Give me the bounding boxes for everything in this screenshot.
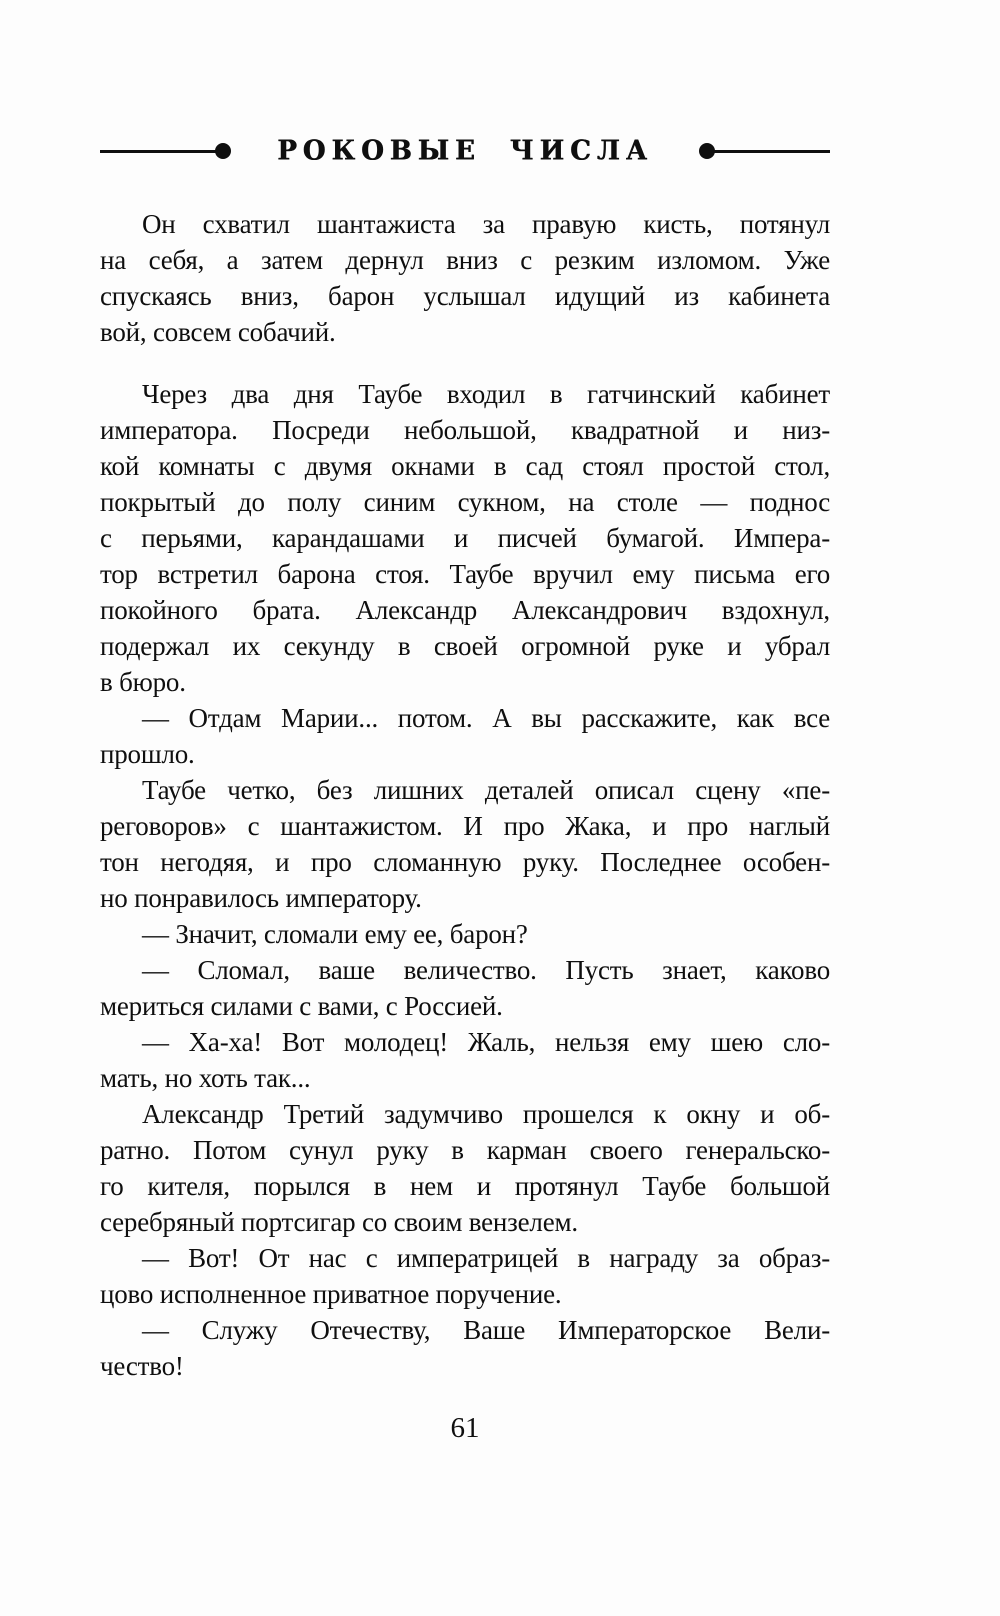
text-column: [100, 0, 830, 1384]
text-line: тон негодяя, и про сломанную руку. Последнее особен-: [100, 847, 830, 877]
page-number: 61: [450, 1412, 480, 1444]
header-rule-right: [714, 150, 830, 153]
text-line: тор встретил барона стоя. Таубе вручил ему письма его: [100, 559, 830, 589]
text-line: — Сломал, ваше величество. Пусть знает, каково: [142, 955, 830, 985]
paragraph: [100, 376, 830, 700]
text-line: мериться силами с вами, с Россией.: [100, 991, 503, 1021]
paragraph: [100, 1240, 830, 1312]
paragraph: [100, 916, 830, 952]
text-line: — Служу Отечеству, Ваше Императорское Вели-: [142, 1315, 830, 1345]
text-line: прошло.: [100, 739, 195, 769]
text-line: кой комнаты с двумя окнами в сад стоял простой стол,: [100, 451, 830, 481]
text-line: вой, совсем собачий.: [100, 317, 336, 347]
text-line: ратно. Потом сунул руку в карман своего генеральско-: [100, 1135, 830, 1165]
text-line: Александр Третий задумчиво прошелся к окну и об-: [142, 1099, 830, 1129]
header-rule-left: [100, 150, 216, 153]
text-line: Через два дня Таубе входил в гатчинский кабинет: [142, 379, 830, 409]
text-block: [100, 206, 830, 1384]
header-dot-left: [215, 143, 231, 159]
text-line: Он схватил шантажиста за правую кисть, потянул: [142, 209, 830, 239]
text-line: но понравилось императору.: [100, 883, 422, 913]
text-line: покойного брата. Александр Александрович вздохнул,: [100, 595, 830, 625]
paragraph: [100, 206, 830, 350]
text-line: в бюро.: [100, 667, 186, 697]
text-line: Таубе четко, без лишних деталей описал сцену «пе-: [142, 775, 830, 805]
paragraph: [100, 1096, 830, 1240]
text-line: на себя, а затем дернул вниз с резким изломом. Уже: [100, 245, 830, 275]
running-title: РОКОВЫЕ ЧИСЛА: [277, 135, 653, 167]
text-line: чество!: [100, 1351, 184, 1381]
text-line: покрытый до полу синим сукном, на столе — поднос: [100, 487, 830, 517]
text-line: цово исполненное приватное поручение.: [100, 1279, 562, 1309]
text-line: спускаясь вниз, барон услышал идущий из кабинета: [100, 281, 830, 311]
text-line: — Вот! От нас с императрицей в награду за образ-: [142, 1243, 830, 1273]
paragraph: [100, 700, 830, 772]
paragraph: [100, 1312, 830, 1384]
text-line: реговоров» с шантажистом. И про Жака, и про наглый: [100, 811, 830, 841]
text-line: го кителя, порылся в нем и протянул Таубе большой: [100, 1171, 830, 1201]
text-line: подержал их секунду в своей огромной руке и убрал: [100, 631, 830, 661]
text-line: — Отдам Марии... потом. А вы расскажите, как все: [142, 703, 830, 733]
text-line: императора. Посреди небольшой, квадратной и низ-: [100, 415, 830, 445]
paragraph: [100, 1024, 830, 1096]
text-line: — Значит, сломали ему ее, барон?: [142, 919, 528, 949]
running-head: [100, 136, 830, 166]
text-line: серебряный портсигар со своим вензелем.: [100, 1207, 578, 1237]
paragraph: [100, 952, 830, 1024]
text-line: — Ха-ха! Вот молодец! Жаль, нельзя ему шею сло-: [142, 1027, 830, 1057]
paragraph: [100, 772, 830, 916]
text-line: с перьями, карандашами и писчей бумагой. Импера-: [100, 523, 830, 553]
header-dot-right: [699, 143, 715, 159]
text-line: мать, но хоть так...: [100, 1063, 311, 1093]
